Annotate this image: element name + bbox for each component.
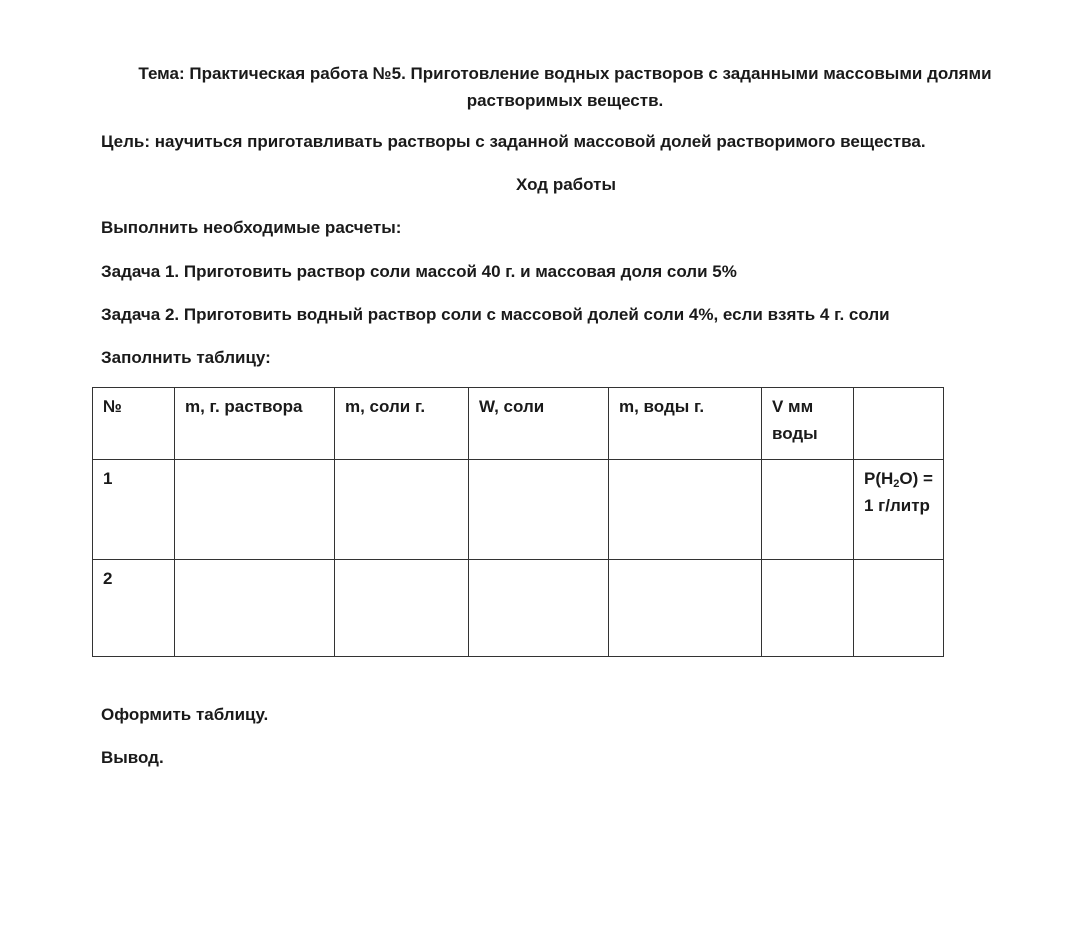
goal-text: Цель: научиться приготавливать растворы с заданной массовой долей растворимого вещества.: [101, 132, 926, 151]
table-cell: [854, 560, 944, 657]
header-cell-blank: [854, 388, 944, 460]
table-row: [93, 460, 944, 560]
table-row: [93, 560, 944, 657]
table-cell: [335, 560, 469, 657]
row-number: 2: [93, 560, 175, 657]
data-table: [92, 387, 944, 657]
note-suffix: O) = 1 г/литр: [864, 469, 933, 515]
format-table-text: Оформить таблицу.: [101, 705, 269, 724]
table-cell: [335, 460, 469, 560]
section-heading: Ход работы: [516, 175, 616, 194]
table-cell: [762, 560, 854, 657]
header-cell-solution-mass: m, г. раствора: [175, 388, 335, 460]
header-cell-water-volume: V мм воды: [762, 388, 854, 460]
table-header-row: [93, 388, 944, 460]
table-cell: [469, 460, 609, 560]
fill-table-instruction: Заполнить таблицу:: [101, 348, 271, 367]
title-line-1: Тема: Практическая работа №5. Приготовление водных растворов с заданными массовыми долями: [138, 64, 992, 83]
task-1: Задача 1. Приготовить раствор соли массой 40 г. и массовая доля соли 5%: [101, 262, 737, 281]
table-cell: [609, 560, 762, 657]
task-2: Задача 2. Приготовить водный раствор соли с массовой долей соли 4%, если взять 4 г. соли: [101, 305, 890, 324]
instruction-text: Выполнить необходимые расчеты:: [101, 218, 402, 237]
note-prefix: P(H: [864, 469, 894, 488]
header-cell-salt-mass: m, соли г.: [335, 388, 469, 460]
table-cell: [609, 460, 762, 560]
table-cell: [175, 560, 335, 657]
row-number: 1: [93, 460, 175, 560]
title-line-2: растворимых веществ.: [466, 91, 664, 110]
page-title: [80, 60, 1050, 114]
header-cell-number: №: [93, 388, 175, 460]
note-subscript: 2: [893, 478, 900, 490]
table-cell: [469, 560, 609, 657]
water-density-note: [854, 460, 944, 560]
header-cell-water-mass: m, воды г.: [609, 388, 762, 460]
header-cell-salt-fraction: W, соли: [469, 388, 609, 460]
table-cell: [762, 460, 854, 560]
conclusion-text: Вывод.: [101, 748, 164, 767]
table-cell: [175, 460, 335, 560]
